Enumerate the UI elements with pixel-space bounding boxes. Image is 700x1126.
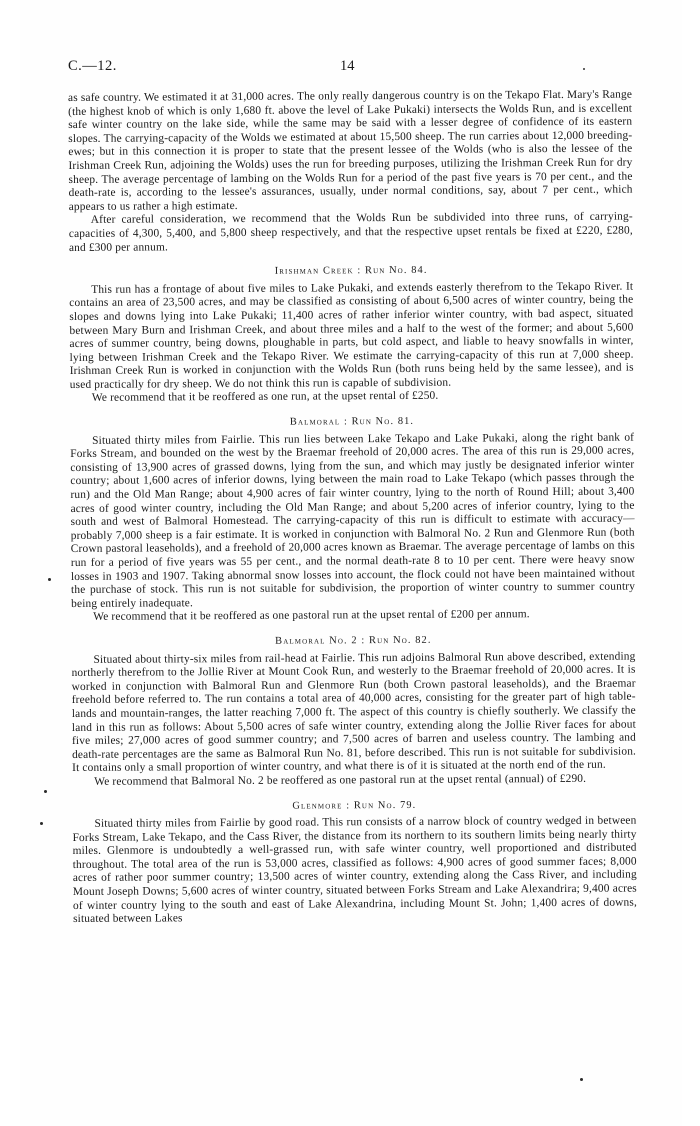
- paragraph-glenmore-1: Situated thirty miles from Fairlie by good road. This run consists of a narrow block of country wedged in between Forks Stream, Lake Tekapo, and the Cass River, the distance from its northern to its southern limits being nearly thirty miles. Glenmore is undoubtedly a well-grassed run, with safe winter country, well proportioned and distributed throughout. The total area of the run is 53,000 acres, classified as follows: 4,900 acres of good summer faces; 8,000 acres of rather poor summer country; 13,500 acres of winter country, extending along the Cass River, and including Mount Joseph Downs; 5,600 acres of winter country, situated between Forks Stream and Lake Alexandrira; 9,400 acres of winter country lying to the south and east of Lake Alexandrina, including Mount St. John; 1,400 acres of downs, situated between Lakes: [72, 814, 637, 926]
- margin-mark-icon-3: [40, 822, 43, 825]
- section-heading-balmoral: Balmoral : Run No. 81.: [289, 415, 415, 428]
- document-body: [68, 89, 637, 927]
- page-number: 14: [340, 58, 355, 74]
- page-right-margin: [682, 0, 700, 1126]
- margin-mark-icon-2: [44, 790, 47, 793]
- header-mark-icon: [583, 68, 585, 70]
- paragraph-balmoral-2: We recommend that it be reoffered as one pastoral run at the upset rental of £200 per annum.: [93, 608, 530, 624]
- paragraph-irishman-2: We recommend that it be reoffered as one run, at the upset rental of £250.: [91, 390, 439, 405]
- margin-mark-icon-1: [48, 578, 51, 581]
- paragraph-irishman-1: This run has a frontage of about five miles to Lake Pukaki, and extends easterly therefrom to the Tekapo River. It contains an area of 23,500 acres, and may be classified as consisting of about 6,500 acres of winter country, being the slopes and downs lying into Lake Pukaki; 11,400 acres of rather inferior winter country, with bad aspect, situated between Mary Burn and Irishman Creek, and about three miles and a half to the west of the former; and about 5,600 acres of summer country, being downs, ploughable in parts, but cold aspect, and liable to heavy snowfalls in winter, lying between Irishman Creek and the Tekapo River. We estimate the carrying-capacity of this run at 7,000 sheep. Irishman Creek Run is worked in conjunction with the Wolds Run (both runs being held by the same lessee), and is used practically for dry sheep. We do not think this run is capable of subdivision.: [69, 280, 634, 391]
- document-code: C.—12.: [68, 58, 117, 74]
- paragraph-intro-1: as safe country. We estimated it at 31,000 acres. The only really dangerous country is on the Tekapo Flat. Mary's Range (the highest knob of which is only 1,680 ft. above the level of Lake Pukaki) intersects the Wolds Run, and is excellent safe winter country on the lake side, while the same may be said with a lesser degree of confidence of its eastern slopes. The carrying-capacity of the Wolds we estimated at about 15,500 sheep. The run carries about 12,000 breeding-ewes; but in this connection it is proper to state that the present lessee of the Wolds (who is also the lessee of the Irishman Creek Run, adjoining the Wolds) uses the run for breeding purposes, utilizing the Irishman Creek Run for dry sheep. The average percentage of lambing on the Wolds Run for a period of the past five years is 70 per cent., and the death-rate is, according to the lessee's assurances, usually, under normal conditions, say, about 7 per cent., which appears to us rather a high estimate.: [68, 88, 633, 213]
- paragraph-intro-2: After careful consideration, we recommend that the Wolds Run be subdivided into three runs, of carrying-capacities of 4,300, 5,400, and 5,800 sheep respectively, and that the respective upset rentals be fixed at £220, £280, and £300 per annum.: [68, 210, 633, 254]
- section-heading-irishman-creek: Irishman Creek : Run No. 84.: [274, 264, 428, 277]
- section-heading-glenmore: Glenmore : Run No. 79.: [292, 799, 417, 812]
- paragraph-balmoral2-1: Situated about thirty-six miles from rail-head at Fairlie. This run adjoins Balmoral Run above described, extending northerly therefrom to the Jollie River at Mount Cook Run, and westerly to the Braemar freehold of 20,000 acres. It is worked in conjunction with Balmoral Run and Glenmore Run (both Crown pastoral leaseholds), and the Braemar freehold before referred to. The run contains a total area of 40,000 acres, consisting for the greater part of high table-lands and mountain-ranges, the latter reaching 7,000 ft. The aspect of this country is chiefly southerly. We classify the land in this run as follows: About 5,500 acres of safe winter country, extending along the Jollie River faces for about five miles; 27,000 acres of good summer country; and 7,500 acres of barren and useless country. The lambing and death-rate percentages are the same as Balmoral Run No. 81, before described. This run is not suitable for subdivision. It contains only a small proportion of winter country, and what there is of it is situated at the north end of the run.: [71, 650, 637, 775]
- page-header: [0, 58, 700, 78]
- paragraph-balmoral2-2: We recommend that Balmoral No. 2 be reoffered as one pastoral run at the upset rental (annual) of £290.: [94, 772, 587, 788]
- page-left-margin: [0, 0, 20, 1126]
- paragraph-balmoral-1: Situated thirty miles from Fairlie. This run lies between Lake Tekapo and Lake Pukaki, along the right bank of Forks Stream, and bounded on the west by the Braemar freehold of 20,000 acres. The area of this run is 29,000 acres, consisting of 13,900 acres of grassed downs, lying from the sun, and which may justly be designated inferior winter country; about 1,600 acres of inferior downs, lying between the main road to Lake Tekapo (which passes through the run) and the Old Man Range; about 4,900 acres of fair winter country, lying to the north of Round Hill; about 3,400 acres of good winter country, including the Old Man Range; and about 5,200 acres of inferior country, lying to the south and west of Balmoral Homestead. The carrying-capacity of this run is difficult to estimate with accuracy—probably 7,000 sheep is a fair estimate. It is worked in conjunction with Balmoral No. 2 Run and Glenmore Run (both Crown pastoral leaseholds), and a freehold of 20,000 acres known as Braemar. The average percentage of lambs on this run for a period of five years was 55 per cent., and the normal death-rate 8 to 10 per cent. There were heavy snow losses in 1903 and 1907. Taking abnormal snow losses into account, the flock could not have been maintained without the purchase of stock. This run is not suitable for subdivision, the proportion of winter country to summer country being entirely inadequate.: [70, 431, 636, 610]
- section-heading-balmoral-2: Balmoral No. 2 : Run No. 82.: [275, 634, 432, 647]
- footer-mark-icon: [580, 1078, 583, 1081]
